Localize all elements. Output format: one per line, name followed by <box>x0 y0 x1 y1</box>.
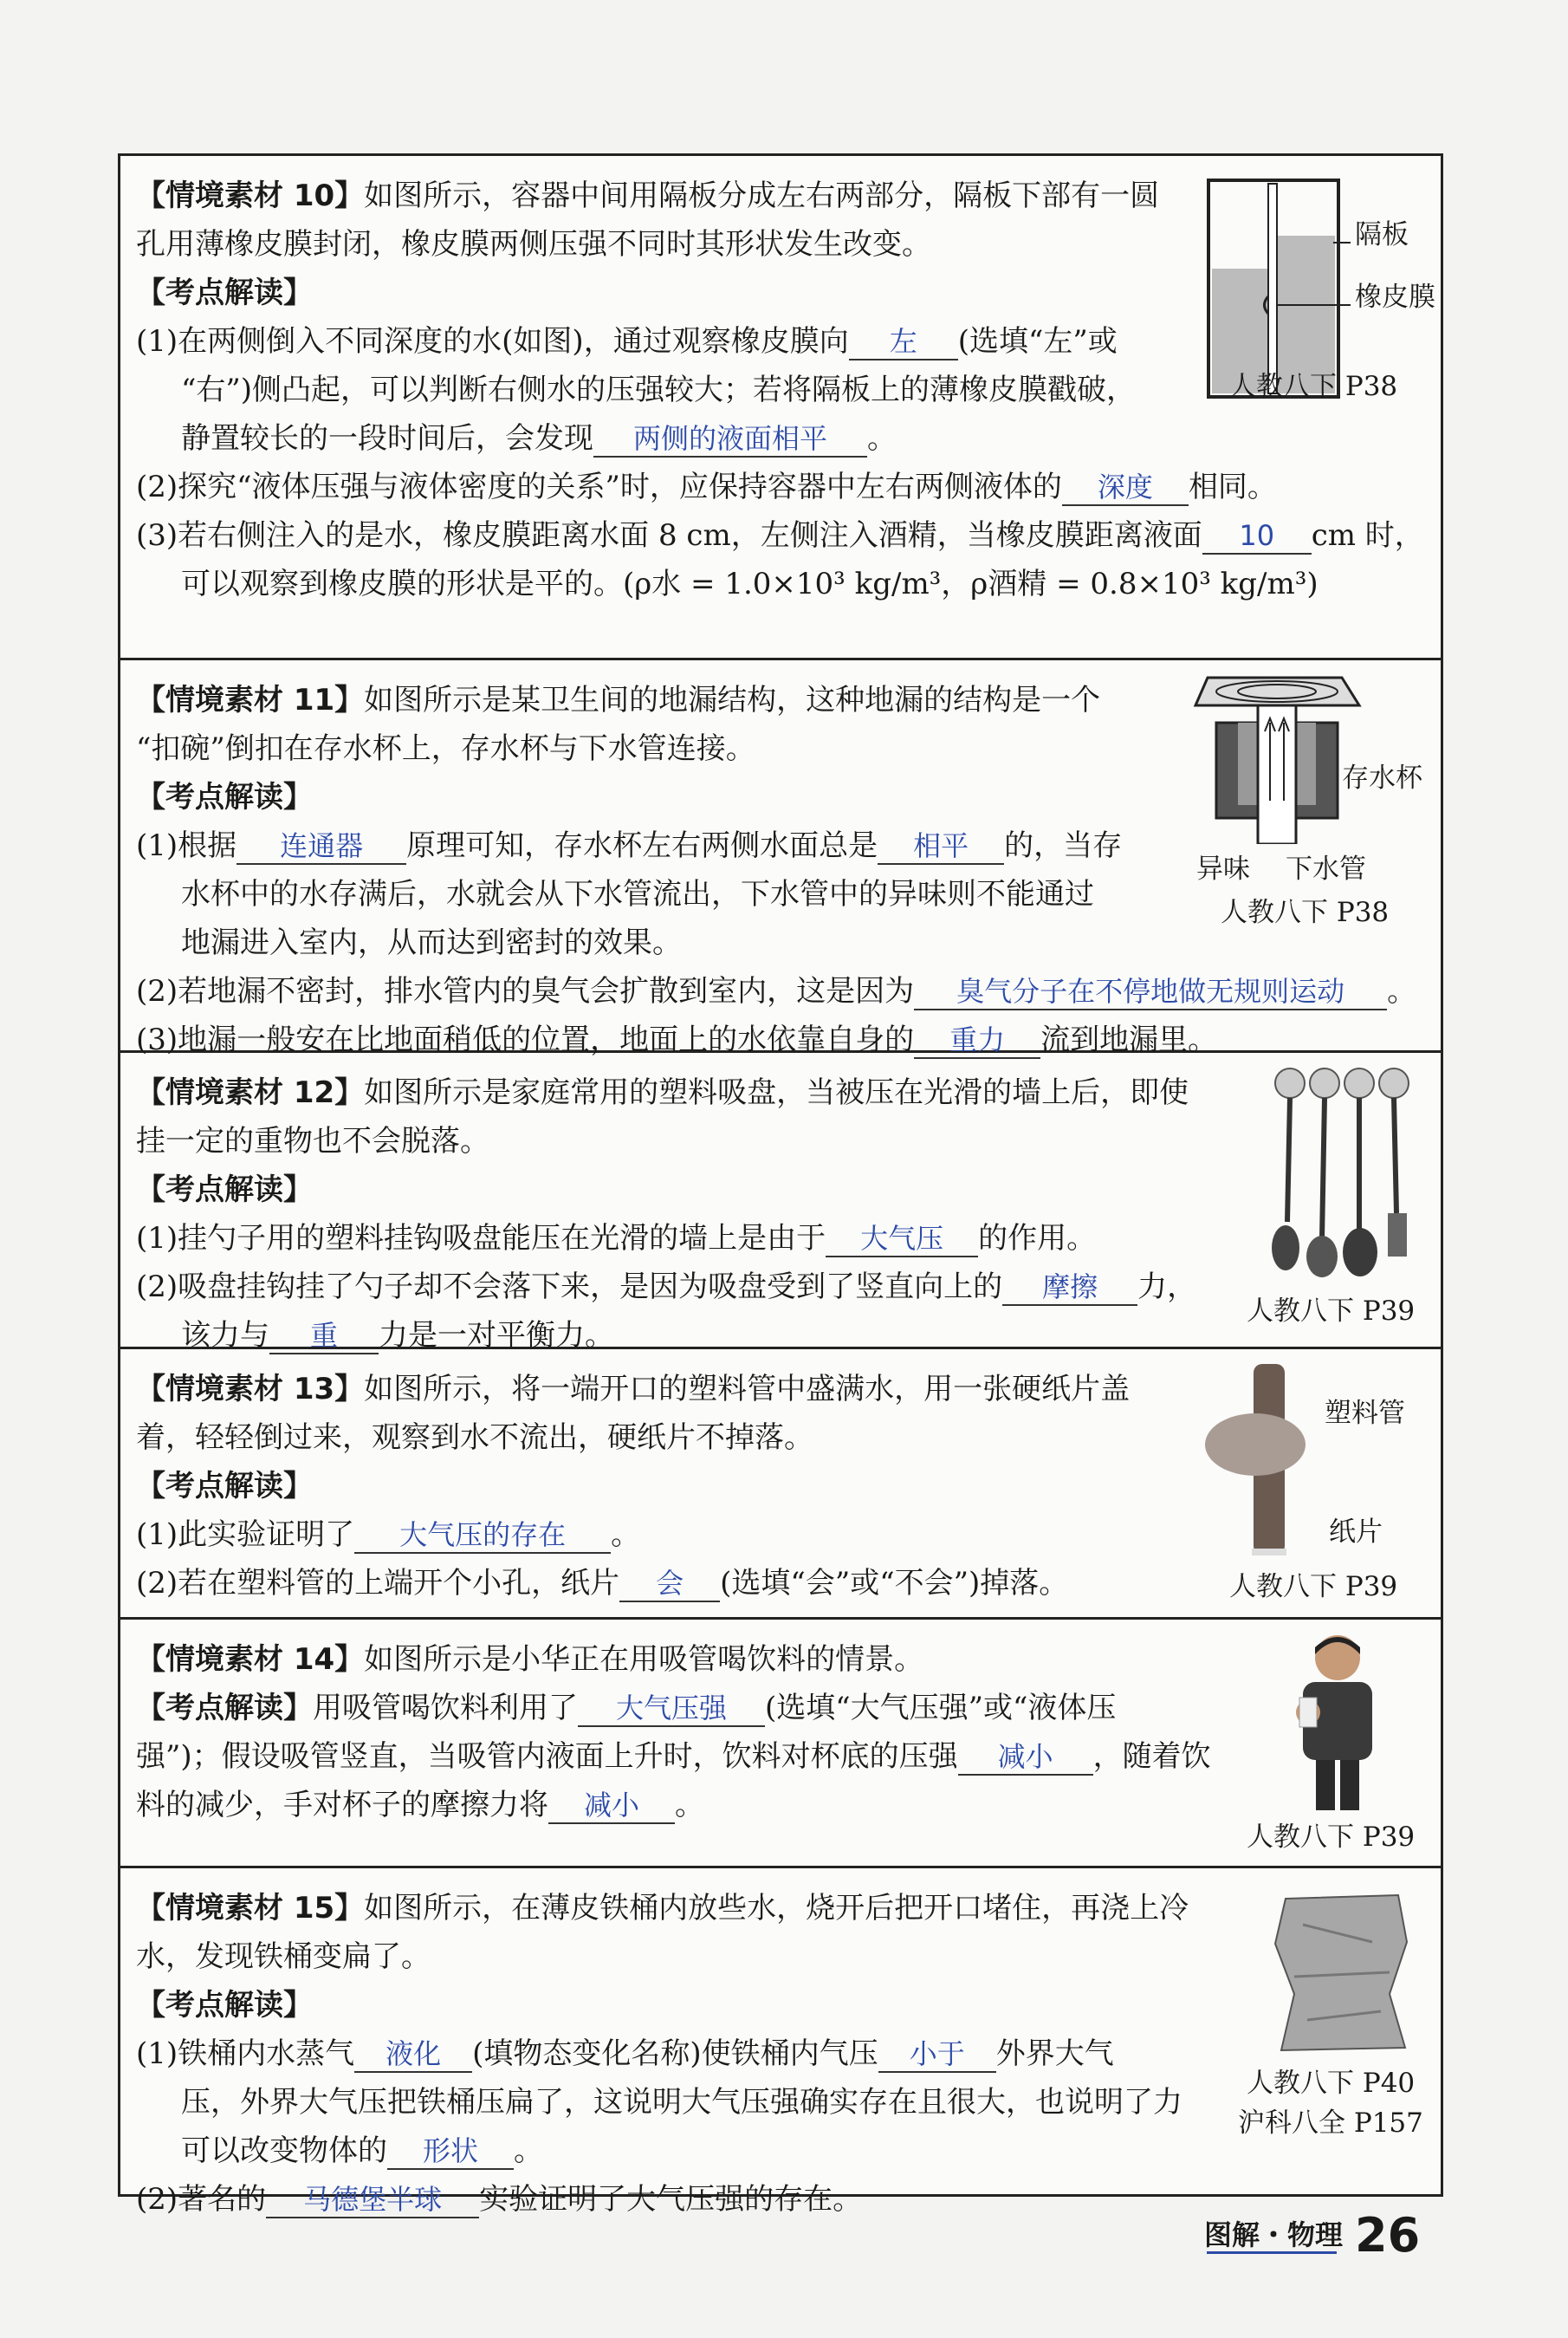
intro-text: 如图所示是某卫生间的地漏结构，这种地漏的结构是一个 <box>364 683 1101 718</box>
answer-blank: 大气压强 <box>578 1691 765 1727</box>
question-text: 压，外界大气压把铁桶压扁了，这说明大气压强确实存在且很大，也说明了力 <box>181 2085 1182 2120</box>
answer-blank: 液化 <box>354 2036 472 2073</box>
question-text: (选填“大气压强”或“液体压 <box>765 1691 1117 1725</box>
analysis-heading: 【考点解读】 <box>136 1172 313 1207</box>
answer-blank: 深度 <box>1062 470 1189 506</box>
question-text: 强”)；假设吸管竖直，当吸管内液面上升时，饮料对杯底的压强 <box>136 1739 958 1774</box>
question-text: (1)挂勺子用的塑料挂钩吸盘能压在光滑的墙上是由于 <box>136 1221 826 1256</box>
figure-caption: 人教八下 P39 <box>1247 1822 1416 1853</box>
question-text: (2)若地漏不密封，排水管内的臭气会扩散到室内，这是因为 <box>136 974 915 1009</box>
answer-blank: 小于 <box>878 2036 996 2073</box>
section-title: 【情境素材 10】 <box>136 179 365 213</box>
figure-caption: 人教八下 P40 <box>1247 2068 1416 2099</box>
analysis-heading: 【考点解读】 <box>136 1691 313 1725</box>
section-15 <box>120 1868 1441 2217</box>
page-frame <box>118 153 1443 2217</box>
answer-blank: 臭气分子在不停地做无规则运动 <box>914 974 1387 1010</box>
answer-blank: 两侧的液面相平 <box>593 421 867 458</box>
question-text: 。 <box>675 1788 704 1822</box>
intro-text: 如图所示是小华正在用吸管喝饮料的情景。 <box>364 1642 924 1677</box>
answer-blank: 减小 <box>958 1739 1093 1776</box>
question-text: (填物态变化名称)使铁桶内气压 <box>472 2036 878 2071</box>
question-text: 流到地漏里。 <box>1040 1023 1218 1057</box>
crushed-can-photo <box>1268 1890 1416 2055</box>
floor-drain-diagram <box>1190 671 1364 844</box>
section-title: 【情境素材 12】 <box>136 1075 365 1110</box>
section-title: 【情境素材 13】 <box>136 1372 365 1406</box>
intro-text: 挂一定的重物也不会脱落。 <box>136 1124 489 1159</box>
answer-blank: 大气压 <box>826 1221 978 1257</box>
question-text: 的作用。 <box>978 1221 1097 1256</box>
figure-caption: 沪科八全 P157 <box>1238 2107 1423 2139</box>
answer-blank: 连通器 <box>236 828 406 865</box>
analysis-heading: 【考点解读】 <box>136 1469 313 1503</box>
figure-caption: 人教八下 P39 <box>1229 1571 1398 1602</box>
intro-text: 水，发现铁桶变扁了。 <box>136 1939 431 1974</box>
question-text: 力， <box>1137 1270 1197 1304</box>
section-title: 【情境素材 11】 <box>136 683 365 718</box>
question-text: ，随着饮 <box>1092 1739 1211 1774</box>
diagram-label: 存水杯 <box>1342 763 1422 794</box>
question-text: (1)铁桶内水蒸气 <box>136 2036 355 2071</box>
suction-hooks-photo <box>1268 1066 1420 1283</box>
answer-blank: 会 <box>619 1566 720 1602</box>
analysis-heading: 【考点解读】 <box>136 1988 313 2023</box>
diagram-label: 下水管 <box>1286 854 1366 885</box>
intro-text: 如图所示，将一端开口的塑料管中盛满水，用一张硬纸片盖 <box>364 1372 1131 1406</box>
question-text: 可以观察到橡皮膜的形状是平的。(ρ水 = 1.0×10³ kg/m³，ρ酒精 = 0.8×10³ kg/m³) <box>181 567 1319 601</box>
question-text: 。 <box>611 1517 641 1552</box>
page-footer <box>1204 2208 1420 2263</box>
section-14 <box>120 1620 1441 1868</box>
answer-blank: 形状 <box>387 2133 514 2170</box>
answer-blank: 大气压的存在 <box>354 1517 611 1554</box>
answer-blank: 重 <box>269 1318 379 1354</box>
question-text: 该力与 <box>181 1318 269 1353</box>
answer-blank: 相平 <box>878 828 1004 865</box>
child-drinking-photo <box>1277 1630 1398 1812</box>
question-text: (选填“左”或 <box>957 324 1118 359</box>
question-text: (3)地漏一般安在比地面稍低的位置，地面上的水依靠自身的 <box>136 1023 915 1057</box>
answer-blank: 10 <box>1202 518 1312 555</box>
question-text: 。 <box>514 2133 543 2168</box>
answer-blank: 马德堡半球 <box>266 2182 479 2218</box>
question-text: (选填“会”或“不会”)掉落。 <box>720 1566 1069 1601</box>
question-text: 的，当存 <box>1004 828 1123 863</box>
answer-blank: 摩擦 <box>1002 1270 1137 1306</box>
plastic-tube-photo <box>1203 1362 1333 1557</box>
question-text: (2)吸盘挂钩挂了勺子却不会落下来，是因为吸盘受到了竖直向上的 <box>136 1270 1003 1304</box>
question-text: (2)著名的 <box>136 2182 267 2217</box>
question-text: 相同。 <box>1188 470 1277 504</box>
question-text: 力是一对平衡力。 <box>379 1318 614 1353</box>
diagram-label: 塑料管 <box>1325 1398 1405 1429</box>
question-text: (1)根据 <box>136 828 237 863</box>
section-10 <box>120 156 1441 660</box>
figure-caption: 人教八下 P38 <box>1229 371 1398 402</box>
question-text: cm 时， <box>1311 518 1424 553</box>
question-text: 可以改变物体的 <box>181 2133 387 2168</box>
question-text: (2)若在塑料管的上端开个小孔，纸片 <box>136 1566 620 1601</box>
answer-blank: 左 <box>849 324 958 360</box>
analysis-heading: 【考点解读】 <box>136 780 313 815</box>
diagram-label: 橡皮膜 <box>1355 282 1435 313</box>
question-text: 地漏进入室内，从而达到密封的效果。 <box>181 925 682 960</box>
section-title: 【情境素材 15】 <box>136 1891 365 1926</box>
question-text: (1)在两侧倒入不同深度的水(如图)，通过观察橡皮膜向 <box>136 324 849 359</box>
section-12 <box>120 1053 1441 1353</box>
analysis-heading: 【考点解读】 <box>136 276 313 310</box>
question-text: 实验证明了大气压强的存在。 <box>479 2182 863 2217</box>
question-text: (1)此实验证明了 <box>136 1517 355 1552</box>
intro-text: 如图所示，容器中间用隔板分成左右两部分，隔板下部有一圆 <box>364 179 1160 213</box>
answer-blank: 重力 <box>914 1023 1040 1059</box>
question-text: 静置较长的一段时间后，会发现 <box>181 421 593 456</box>
intro-text: 着，轻轻倒过来，观察到水不流出，硬纸片不掉落。 <box>136 1420 813 1455</box>
question-text: “右”)侧凸起，可以判断右侧水的压强较大；若将隔板上的薄橡皮膜戳破， <box>181 373 1137 407</box>
section-11 <box>120 660 1441 1057</box>
question-text: 。 <box>1387 974 1417 1009</box>
question-text: 外界大气 <box>995 2036 1114 2071</box>
footer-rule <box>1207 2251 1337 2254</box>
question-text: (3)若右侧注入的是水，橡皮膜距离水面 8 cm，左侧注入酒精，当橡皮膜距离液面 <box>136 518 1202 553</box>
intro-text: “扣碗”倒扣在存水杯上，存水杯与下水管连接。 <box>136 731 755 766</box>
section-title: 【情境素材 14】 <box>136 1642 365 1677</box>
question-text: 料的减少，手对杯子的摩擦力将 <box>136 1788 548 1822</box>
diagram-label: 纸片 <box>1329 1516 1383 1548</box>
intro-text: 如图所示，在薄皮铁桶内放些水，烧开后把开口堵住，再浇上冷 <box>364 1891 1189 1926</box>
question-text: 水杯中的水存满后，水就会从下水管流出，下水管中的异味则不能通过 <box>181 877 1094 912</box>
subject-label: 图解・物理 <box>1204 2218 1344 2251</box>
question-text: 用吸管喝饮料利用了 <box>313 1691 578 1725</box>
figure-caption: 人教八下 P38 <box>1221 897 1390 928</box>
question-text: (2)探究“液体压强与液体密度的关系”时，应保持容器中左右两侧液体的 <box>136 470 1062 504</box>
page-number: 26 <box>1355 2208 1421 2263</box>
answer-blank: 减小 <box>548 1788 675 1824</box>
diagram-label: 异味 <box>1196 854 1250 885</box>
intro-text: 如图所示是家庭常用的塑料吸盘，当被压在光滑的墙上后，即使 <box>364 1075 1189 1110</box>
intro-text: 孔用薄橡皮膜封闭，橡皮膜两侧压强不同时其形状发生改变。 <box>136 227 931 262</box>
question-text: 原理可知，存水杯左右两侧水面总是 <box>406 828 878 863</box>
figure-caption: 人教八下 P39 <box>1247 1296 1416 1327</box>
question-text: 。 <box>867 421 897 456</box>
diagram-label: 隔板 <box>1355 219 1409 250</box>
section-13 <box>120 1349 1441 1620</box>
